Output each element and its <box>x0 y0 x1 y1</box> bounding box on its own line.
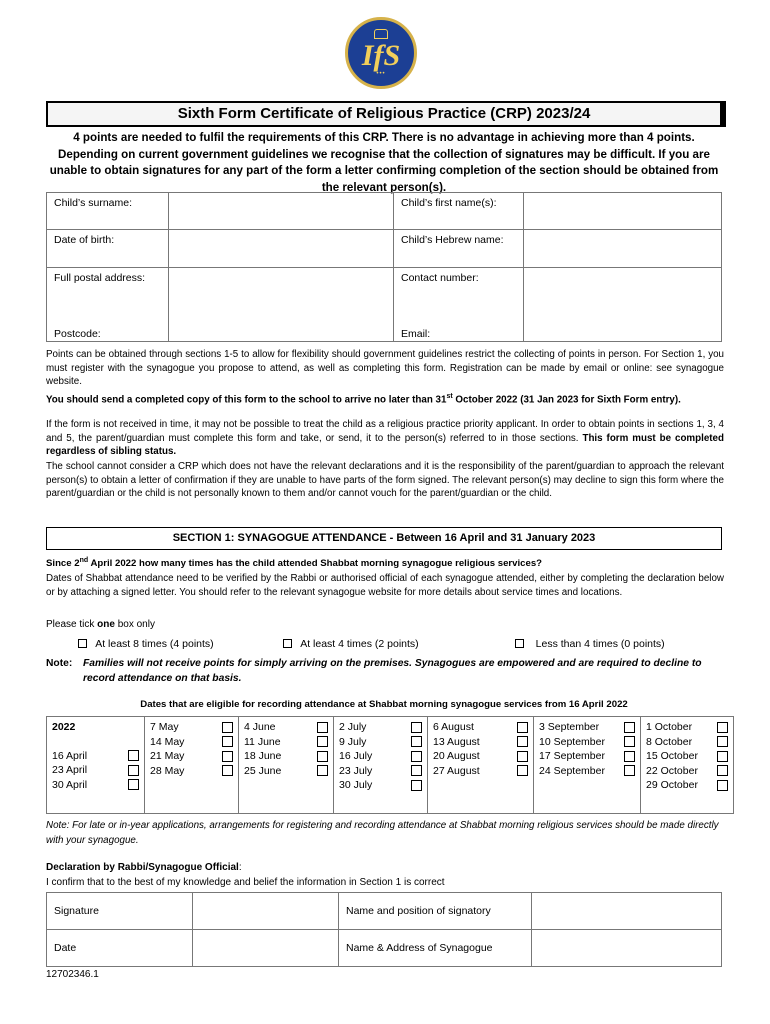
date-label: 7 May <box>150 721 179 733</box>
date-checkbox-icon[interactable] <box>222 722 233 733</box>
col-september <box>534 717 641 814</box>
question-post: April 2022 how many times has the child attended Shabbat morning synagogue religious services? <box>88 558 543 570</box>
attendance-question <box>46 557 542 569</box>
date-checkbox-icon[interactable] <box>128 765 139 776</box>
note-text: Families will not receive points for simply arriving on the premises. Synagogues are empowered and are required to decline to record attendance on that basis. <box>83 658 702 684</box>
date-checkbox-icon[interactable] <box>317 765 328 776</box>
date-checkbox-icon[interactable] <box>717 722 728 733</box>
attendance-instructions: Dates of Shabbat attendance need to be verified by the Rabbi or authorised official of each synagogue attended, either by completing the declaration below or by attaching a signed letter. You should refer to the relevant synagogue website for more details about service times and locations. <box>46 573 724 598</box>
timing-text: If the form is not received in time, it may not be possible to treat the child as a religious practice priority applicant. In order to obtain points in sections 1, 3, 4 and 5, the parent/guardian must complete this form and take, or send, it to the person(s) referred to in those sections. <box>46 419 724 444</box>
address-label-cell <box>47 268 169 342</box>
date-entry[interactable] <box>52 763 139 778</box>
points-paragraph: Points can be obtained through sections 1-5 to allow for flexibility should government guidelines restrict the collecting of points in person. For Section 1, you must register with the synagogue you propose to attend, as well as completing this form. Registration can be made by email or online: see synagogue website. <box>46 349 724 388</box>
document-reference: 12702346.1 <box>46 969 99 980</box>
date-entry[interactable] <box>339 720 422 735</box>
child-details-table <box>46 192 722 342</box>
date-entry[interactable] <box>433 735 528 750</box>
name-address-field[interactable] <box>532 930 722 967</box>
signature-field[interactable] <box>193 893 339 930</box>
date-entry[interactable] <box>433 720 528 735</box>
date-entry[interactable] <box>646 778 728 793</box>
name-address-label: Name & Address of Synagogue <box>339 930 532 967</box>
postcode-label: Postcode: <box>54 328 101 340</box>
declaration-title-text: Declaration by Rabbi/Synagogue Official <box>46 862 239 873</box>
tick-post: box only <box>114 619 155 630</box>
date-label: 4 June <box>244 721 276 733</box>
date-label: 16 July <box>339 750 373 762</box>
date-label: 23 April <box>52 764 88 776</box>
date-label: 28 May <box>150 764 185 777</box>
date-checkbox-icon[interactable] <box>128 779 139 790</box>
date-label: 1 October <box>646 721 693 733</box>
date-entry[interactable] <box>539 764 635 779</box>
date-entry[interactable] <box>52 749 139 764</box>
first-name-label: Child’s first name(s): <box>394 193 524 230</box>
date-field[interactable] <box>193 930 339 967</box>
date-entry[interactable] <box>244 735 328 750</box>
date-label: Date <box>47 930 193 967</box>
deadline-text-post: October 2022 (31 Jan 2023 for Sixth Form entry). <box>452 394 681 406</box>
date-entry[interactable] <box>433 764 528 779</box>
date-checkbox-icon[interactable] <box>222 765 233 776</box>
date-entry[interactable] <box>646 735 728 750</box>
date-checkbox-icon[interactable] <box>717 751 728 762</box>
date-label: 10 September <box>539 735 605 748</box>
address-field[interactable] <box>169 268 394 342</box>
date-label: 3 September <box>539 721 600 733</box>
date-checkbox-icon[interactable] <box>517 765 528 776</box>
option-less-label: Less than 4 times (0 points) <box>535 638 665 650</box>
date-entry[interactable] <box>539 735 635 750</box>
deadline-sup: st <box>446 393 453 400</box>
logo-text: IfS <box>361 39 401 72</box>
col-july <box>334 717 428 814</box>
option-4-times[interactable] <box>283 638 419 650</box>
date-checkbox-icon[interactable] <box>517 736 528 747</box>
date-checkbox-icon[interactable] <box>517 722 528 733</box>
declaration-title <box>46 862 242 873</box>
date-label: 27 August <box>433 764 480 777</box>
surname-field[interactable] <box>169 193 394 230</box>
contact-label: Contact number: <box>401 272 479 284</box>
date-label: 20 August <box>433 750 480 762</box>
first-name-field[interactable] <box>524 193 722 230</box>
date-entry[interactable] <box>52 778 139 793</box>
dob-label: Date of birth: <box>47 230 169 268</box>
date-label: 14 May <box>150 735 185 748</box>
question-sup: nd <box>79 557 89 564</box>
date-entry[interactable] <box>244 749 328 764</box>
date-entry[interactable] <box>150 764 233 779</box>
date-checkbox-icon[interactable] <box>411 736 422 747</box>
option-4-label: At least 4 times (2 points) <box>300 638 419 650</box>
date-entry[interactable] <box>646 749 728 764</box>
date-entry[interactable] <box>646 720 728 735</box>
date-checkbox-icon[interactable] <box>624 722 635 733</box>
date-checkbox-icon[interactable] <box>717 780 728 791</box>
name-position-label: Name and position of signatory <box>339 893 532 930</box>
date-entry[interactable] <box>244 720 328 735</box>
date-entry[interactable] <box>339 764 422 779</box>
email-label: Email: <box>401 328 431 340</box>
declaration-colon: : <box>238 862 242 873</box>
col-october <box>641 717 734 814</box>
date-checkbox-icon[interactable] <box>624 751 635 762</box>
tick-pre: Please tick <box>46 619 98 630</box>
date-checkbox-icon[interactable] <box>411 722 422 733</box>
date-entry[interactable] <box>339 778 422 793</box>
option-8-times[interactable] <box>78 638 214 650</box>
date-label: 18 June <box>244 750 282 762</box>
question-pre: Since 2 <box>46 558 80 570</box>
date-entry[interactable] <box>339 735 422 750</box>
attendance-note <box>46 656 722 686</box>
date-label: 11 June <box>244 735 281 748</box>
date-label: 23 July <box>339 764 373 777</box>
tick-bold: one <box>97 619 115 630</box>
checkbox-icon[interactable] <box>283 639 292 648</box>
section1-heading: SECTION 1: SYNAGOGUE ATTENDANCE - Between 16 April and 31 January 2023 <box>46 527 722 550</box>
dates-table <box>46 716 734 814</box>
date-label: 2 July <box>339 721 367 733</box>
declaration-table <box>46 892 722 967</box>
date-checkbox-icon[interactable] <box>128 750 139 761</box>
date-entry[interactable] <box>244 764 328 779</box>
date-checkbox-icon[interactable] <box>717 765 728 776</box>
date-entry[interactable] <box>433 749 528 764</box>
dates-heading: Dates that are eligible for recording attendance at Shabbat morning synagogue services from 16 April 2022 <box>140 699 628 710</box>
date-label: 13 August <box>433 735 480 748</box>
date-checkbox-icon[interactable] <box>717 736 728 747</box>
signature-label: Signature <box>47 893 193 930</box>
date-label: 6 August <box>433 721 474 733</box>
intro-text: 4 points are needed to fulfil the requirements of this CRP. There is no advantage in achieving more than 4 points. Depending on current government guidelines we recognise that the collection of signatures may be difficult. If you are unable to obtain signatures for any part of the form a letter confirming completion of the section should be obtained from the relevant person(s). <box>49 131 719 194</box>
date-label: 22 October <box>646 764 698 777</box>
deadline-text-pre: You should send a completed copy of this form to the school to arrive no later than 31 <box>46 394 447 406</box>
hebrew-name-field[interactable] <box>524 230 722 268</box>
date-entry[interactable] <box>150 735 233 750</box>
date-entry[interactable] <box>150 720 233 735</box>
date-checkbox-icon[interactable] <box>411 765 422 776</box>
year-label: 2022 <box>52 721 76 733</box>
date-checkbox-icon[interactable] <box>624 736 635 747</box>
date-checkbox-icon[interactable] <box>317 736 328 747</box>
declaration-text: I confirm that to the best of my knowledge and belief the information in Section 1 is correct <box>46 877 445 888</box>
timing-paragraph <box>46 418 724 459</box>
name-position-field[interactable] <box>532 893 722 930</box>
col-june <box>239 717 334 814</box>
date-checkbox-icon[interactable] <box>317 722 328 733</box>
crest-icon <box>374 29 388 39</box>
late-application-note: Note: For late or in-year applications, arrangements for registering and recording attendance at Shabbat morning religious services should be made directly with your synagogue. <box>46 820 719 846</box>
date-label: 24 September <box>539 764 605 777</box>
checkbox-icon[interactable] <box>515 639 524 648</box>
date-entry[interactable] <box>539 720 635 735</box>
tick-instruction <box>46 619 155 630</box>
date-checkbox-icon[interactable] <box>317 751 328 762</box>
surname-label: Child’s surname: <box>47 193 169 230</box>
date-label: 21 May <box>150 750 185 762</box>
date-label: 16 April <box>52 749 88 762</box>
date-entry[interactable] <box>150 749 233 764</box>
date-checkbox-icon[interactable] <box>411 780 422 791</box>
date-entry[interactable] <box>339 749 422 764</box>
note-label: Note: <box>46 658 73 669</box>
date-checkbox-icon[interactable] <box>222 751 233 762</box>
date-label: 17 September <box>539 750 605 762</box>
date-label: 30 April <box>52 778 88 791</box>
option-8-label: At least 8 times (4 points) <box>95 638 214 650</box>
address-label: Full postal address: <box>54 272 146 284</box>
hebrew-name-label: Child’s Hebrew name: <box>394 230 524 268</box>
logo-dots: ••• <box>376 71 386 77</box>
date-label: 15 October <box>646 750 698 762</box>
sibling-text: This form must be completed regardless of sibling status. <box>46 432 724 458</box>
responsibility-paragraph: The school cannot consider a CRP which does not have the relevant declarations and it is the responsibility of the parent/guardian to approach the relevant person(s) to obtain a letter of confirmation if they are unable to have parts of the form signed. The relevant person(s) may decline to sign this form where the parent/guardian or the child is not personally known to them and/or cannot vouch for the parent/guardian or the child. <box>46 461 724 500</box>
date-label: 8 October <box>646 735 693 748</box>
page-title: Sixth Form Certificate of Religious Practice (CRP) 2023/24 <box>46 101 722 127</box>
school-logo <box>345 17 417 89</box>
col-may <box>145 717 239 814</box>
contact-field[interactable] <box>524 268 722 342</box>
dob-field[interactable] <box>169 230 394 268</box>
col-april <box>47 717 145 814</box>
option-less-than-4[interactable] <box>515 638 665 650</box>
date-label: 25 June <box>244 764 282 777</box>
contact-label-cell <box>394 268 524 342</box>
date-checkbox-icon[interactable] <box>517 751 528 762</box>
date-label: 9 July <box>339 735 367 748</box>
col-august <box>428 717 534 814</box>
deadline-paragraph <box>46 390 724 407</box>
checkbox-icon[interactable] <box>78 639 87 648</box>
date-entry[interactable] <box>539 749 635 764</box>
date-entry[interactable] <box>646 764 728 779</box>
date-label: 30 July <box>339 779 373 791</box>
date-checkbox-icon[interactable] <box>411 751 422 762</box>
date-checkbox-icon[interactable] <box>222 736 233 747</box>
date-checkbox-icon[interactable] <box>624 765 635 776</box>
date-label: 29 October <box>646 779 698 791</box>
